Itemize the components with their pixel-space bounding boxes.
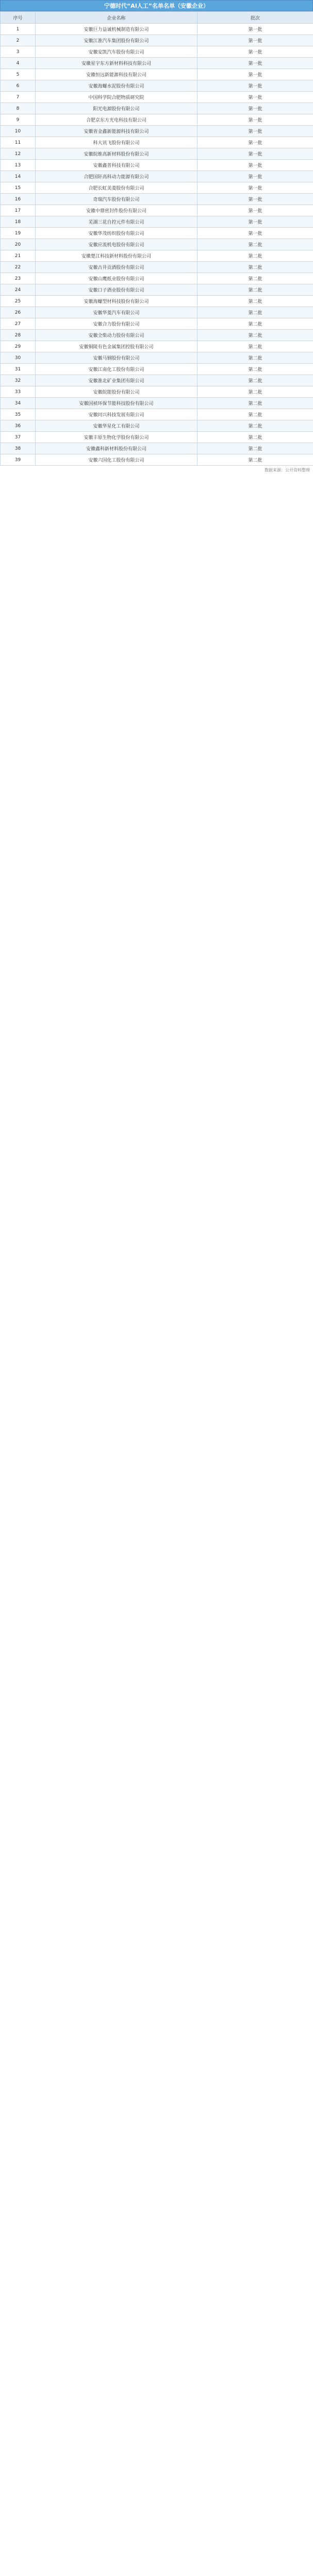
company-name: 安徽省金鑫新能源科技有限公司	[36, 126, 197, 137]
table-row	[1, 239, 313, 250]
company-name: 安徽淮北矿业集团有限公司	[36, 375, 197, 386]
company-name: 安徽古井贡酒股份有限公司	[36, 262, 197, 273]
company-name: 安徽海螺水泥股份有限公司	[36, 80, 197, 92]
footer-note: 数据来源：公开资料整理	[265, 468, 310, 472]
row-index: 13	[1, 160, 36, 171]
batch-label: 第一批	[197, 114, 313, 126]
row-index: 7	[1, 92, 36, 103]
batch-label: 第二批	[197, 273, 313, 284]
table-row	[1, 160, 313, 171]
row-index: 14	[1, 171, 36, 182]
company-name: 安徽鑫科新材料股份有限公司	[36, 443, 197, 454]
row-index: 29	[1, 341, 36, 352]
company-name: 安徽应流机电股份有限公司	[36, 239, 197, 250]
batch-label: 第一批	[197, 171, 313, 182]
row-index: 24	[1, 284, 36, 296]
row-index: 37	[1, 432, 36, 443]
table-row	[1, 58, 313, 69]
batch-label: 第二批	[197, 375, 313, 386]
company-name: 安徽华星化工有限公司	[36, 420, 197, 432]
batch-label: 第一批	[197, 205, 313, 216]
row-index: 20	[1, 239, 36, 250]
table-row	[1, 318, 313, 330]
page-title: 宁德时代“AI人工”名单名单（安徽企业）	[0, 0, 313, 11]
row-index: 2	[1, 35, 36, 46]
row-index: 6	[1, 80, 36, 92]
table-row	[1, 330, 313, 341]
company-name: 安徽六国化工股份有限公司	[36, 454, 197, 466]
row-index: 3	[1, 46, 36, 58]
row-index: 26	[1, 307, 36, 318]
row-index: 25	[1, 296, 36, 307]
company-name: 安徽铜陵有色金属集团控股有限公司	[36, 341, 197, 352]
row-index: 38	[1, 443, 36, 454]
table-row	[1, 137, 313, 148]
column-header-company: 企业名称	[36, 12, 197, 24]
table-row	[1, 375, 313, 386]
company-name: 安徽星宇东方新材料科技有限公司	[36, 58, 197, 69]
table-row	[1, 273, 313, 284]
company-name: 安徽华菱汽车有限公司	[36, 307, 197, 318]
table-row	[1, 262, 313, 273]
company-name: 安徽马钢股份有限公司	[36, 352, 197, 364]
row-index: 18	[1, 216, 36, 228]
batch-label: 第二批	[197, 364, 313, 375]
table-row	[1, 296, 313, 307]
company-name: 合肥长虹美菱股份有限公司	[36, 182, 197, 194]
row-index: 21	[1, 250, 36, 262]
table-row	[1, 216, 313, 228]
batch-label: 第一批	[197, 46, 313, 58]
company-name: 安徽口子酒业股份有限公司	[36, 284, 197, 296]
batch-label: 第二批	[197, 318, 313, 330]
company-name: 安徽华茂纺织股份有限公司	[36, 228, 197, 239]
company-name: 阳光电源股份有限公司	[36, 103, 197, 114]
row-index: 9	[1, 114, 36, 126]
company-table	[0, 11, 313, 466]
page	[0, 0, 313, 475]
table-row	[1, 182, 313, 194]
batch-label: 第二批	[197, 420, 313, 432]
company-name: 合肥京东方光电科技有限公司	[36, 114, 197, 126]
batch-label: 第二批	[197, 454, 313, 466]
row-index: 27	[1, 318, 36, 330]
row-index: 15	[1, 182, 36, 194]
batch-label: 第一批	[197, 182, 313, 194]
batch-label: 第一批	[197, 228, 313, 239]
company-name: 安徽全柴动力股份有限公司	[36, 330, 197, 341]
table-row	[1, 80, 313, 92]
batch-label: 第二批	[197, 409, 313, 420]
table-row	[1, 46, 313, 58]
batch-label: 第二批	[197, 262, 313, 273]
batch-label: 第一批	[197, 35, 313, 46]
row-index: 1	[1, 24, 36, 35]
company-name: 安徽安凯汽车股份有限公司	[36, 46, 197, 58]
table-row	[1, 454, 313, 466]
company-name: 安徽皖能股份有限公司	[36, 386, 197, 398]
company-name: 安徽合力股份有限公司	[36, 318, 197, 330]
table-row	[1, 103, 313, 114]
company-name: 安徽巨力益诚机械制造有限公司	[36, 24, 197, 35]
table-row	[1, 250, 313, 262]
company-name: 安徽丰原生物化学股份有限公司	[36, 432, 197, 443]
table-row	[1, 24, 313, 35]
company-name: 安徽恒远新能源科技有限公司	[36, 69, 197, 80]
batch-label: 第二批	[197, 432, 313, 443]
batch-label: 第一批	[197, 137, 313, 148]
table-row	[1, 205, 313, 216]
table-row	[1, 443, 313, 454]
batch-label: 第一批	[197, 103, 313, 114]
company-name: 安徽皖维高新材料股份有限公司	[36, 148, 197, 160]
row-index: 16	[1, 194, 36, 205]
batch-label: 第二批	[197, 352, 313, 364]
batch-label: 第二批	[197, 284, 313, 296]
row-index: 17	[1, 205, 36, 216]
company-name: 安徽同兴科技发展有限公司	[36, 409, 197, 420]
row-index: 32	[1, 375, 36, 386]
company-name: 安徽国祯环保节能科技股份有限公司	[36, 398, 197, 409]
batch-label: 第二批	[197, 341, 313, 352]
row-index: 36	[1, 420, 36, 432]
table-row	[1, 35, 313, 46]
table-row	[1, 307, 313, 318]
company-name: 中国科学院合肥物质研究院	[36, 92, 197, 103]
row-index: 5	[1, 69, 36, 80]
company-name: 安徽山鹰纸业股份有限公司	[36, 273, 197, 284]
table-row	[1, 341, 313, 352]
table-row	[1, 398, 313, 409]
company-name: 合肥国轩高科动力能源有限公司	[36, 171, 197, 182]
row-index: 30	[1, 352, 36, 364]
table-body	[1, 24, 313, 466]
batch-label: 第一批	[197, 194, 313, 205]
batch-label: 第二批	[197, 307, 313, 318]
batch-label: 第二批	[197, 443, 313, 454]
row-index: 34	[1, 398, 36, 409]
table-header-row	[1, 12, 313, 24]
row-index: 33	[1, 386, 36, 398]
row-index: 39	[1, 454, 36, 466]
row-index: 8	[1, 103, 36, 114]
row-index: 31	[1, 364, 36, 375]
row-index: 10	[1, 126, 36, 137]
batch-label: 第二批	[197, 330, 313, 341]
batch-label: 第一批	[197, 126, 313, 137]
batch-label: 第二批	[197, 398, 313, 409]
row-index: 35	[1, 409, 36, 420]
batch-label: 第二批	[197, 239, 313, 250]
table-row	[1, 69, 313, 80]
company-name: 奇瑞汽车股份有限公司	[36, 194, 197, 205]
batch-label: 第一批	[197, 92, 313, 103]
row-index: 4	[1, 58, 36, 69]
batch-label: 第一批	[197, 80, 313, 92]
row-index: 12	[1, 148, 36, 160]
row-index: 22	[1, 262, 36, 273]
batch-label: 第一批	[197, 24, 313, 35]
company-name: 科大讯飞股份有限公司	[36, 137, 197, 148]
table-row	[1, 171, 313, 182]
batch-label: 第二批	[197, 250, 313, 262]
table-row	[1, 148, 313, 160]
column-header-index: 序号	[1, 12, 36, 24]
company-name: 芜湖三花自控元件有限公司	[36, 216, 197, 228]
column-header-batch: 批次	[197, 12, 313, 24]
batch-label: 第一批	[197, 160, 313, 171]
company-name: 安徽楚江科技新材料股份有限公司	[36, 250, 197, 262]
company-name: 安徽鑫普科技有限公司	[36, 160, 197, 171]
batch-label: 第一批	[197, 69, 313, 80]
table-row	[1, 420, 313, 432]
company-name: 安徽中鼎密封件股份有限公司	[36, 205, 197, 216]
company-name: 安徽海螺型材科技股份有限公司	[36, 296, 197, 307]
table-row	[1, 432, 313, 443]
row-index: 19	[1, 228, 36, 239]
table-row	[1, 194, 313, 205]
table-row	[1, 352, 313, 364]
company-name: 安徽江淮汽车集团股份有限公司	[36, 35, 197, 46]
batch-label: 第二批	[197, 296, 313, 307]
table-row	[1, 284, 313, 296]
table-row	[1, 386, 313, 398]
table-row	[1, 409, 313, 420]
row-index: 23	[1, 273, 36, 284]
row-index: 11	[1, 137, 36, 148]
table-row	[1, 364, 313, 375]
table-row	[1, 126, 313, 137]
batch-label: 第一批	[197, 216, 313, 228]
table-row	[1, 114, 313, 126]
table-row	[1, 228, 313, 239]
batch-label: 第一批	[197, 58, 313, 69]
table-row	[1, 92, 313, 103]
row-index: 28	[1, 330, 36, 341]
batch-label: 第一批	[197, 148, 313, 160]
batch-label: 第二批	[197, 386, 313, 398]
company-name: 安徽江南化工股份有限公司	[36, 364, 197, 375]
